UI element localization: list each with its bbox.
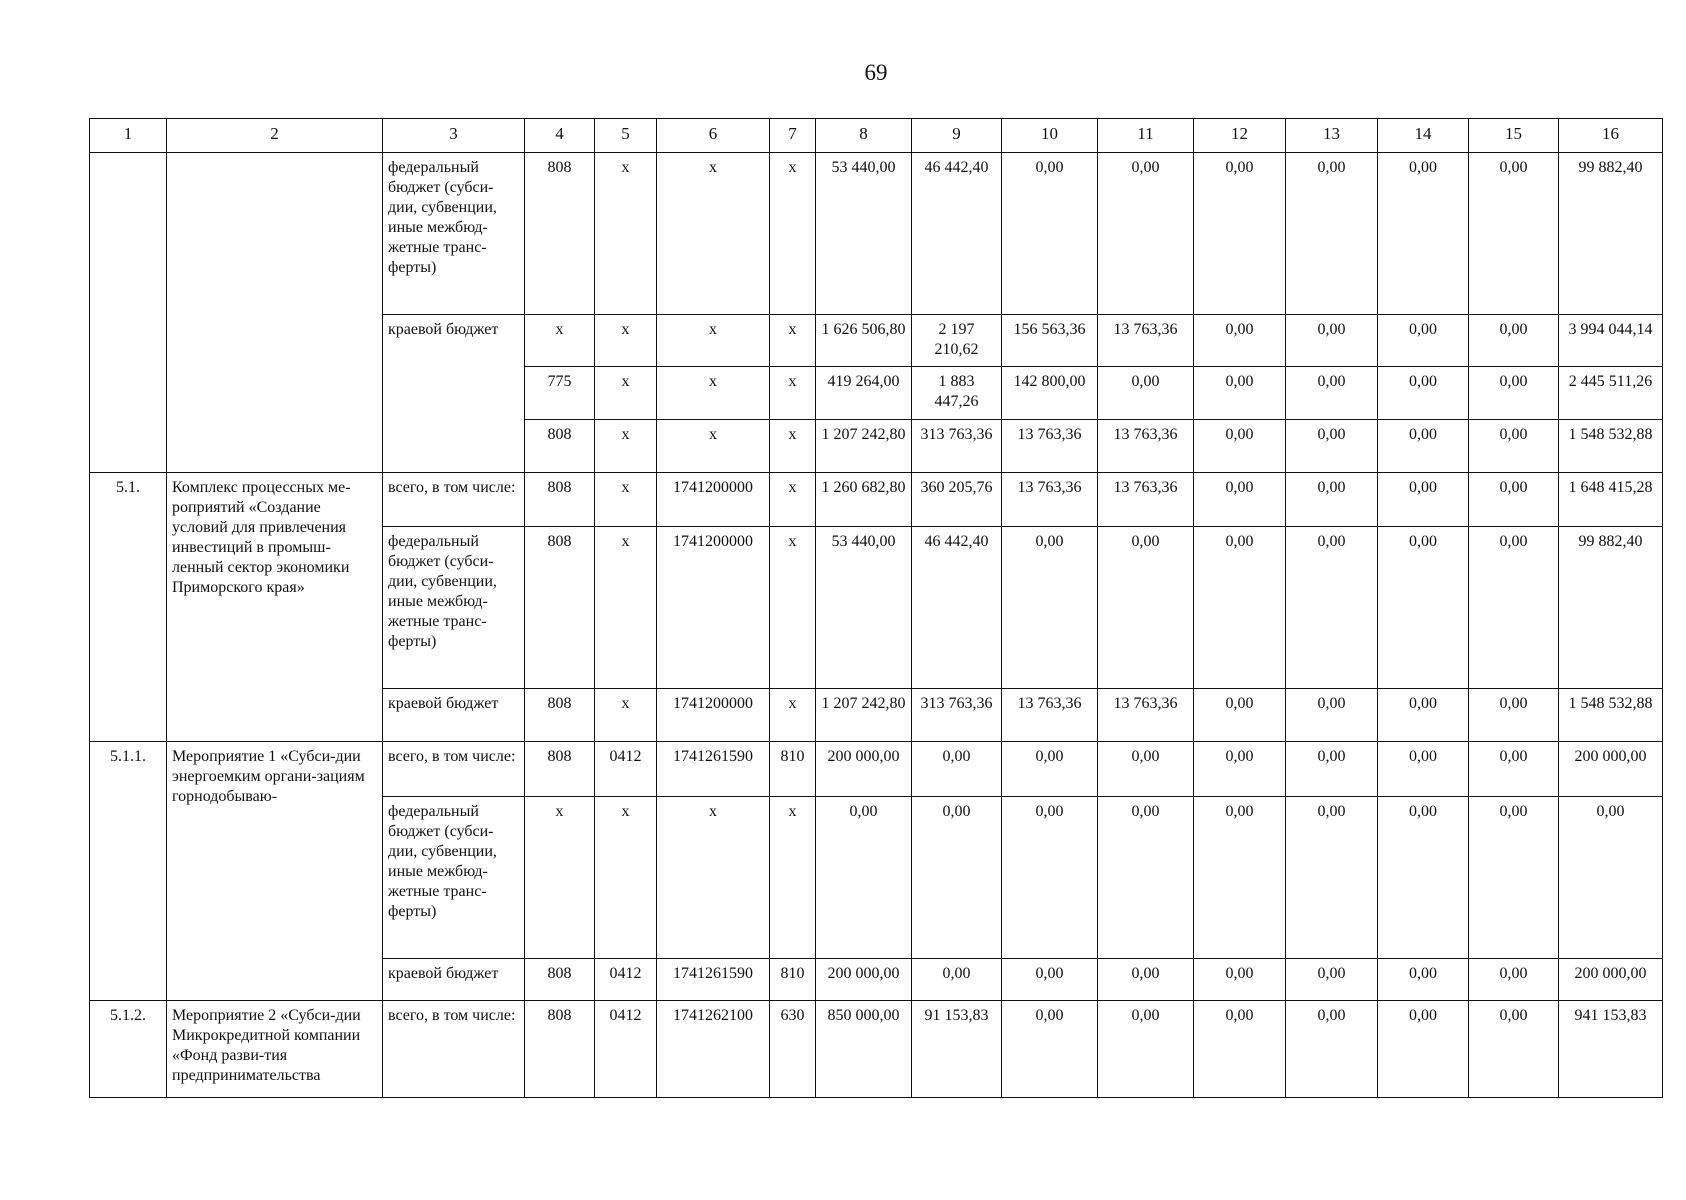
cell: 0,00 [1378, 315, 1469, 367]
cell: x [595, 473, 657, 527]
cell: 1 207 242,80 [816, 689, 912, 742]
cell: 13 763,36 [1098, 689, 1194, 742]
cell: 0,00 [1098, 959, 1194, 1001]
cell: 1741262100 [657, 1001, 770, 1098]
cell: 0,00 [1194, 153, 1286, 315]
cell: 0,00 [1469, 527, 1559, 689]
cell: 810 [770, 742, 816, 797]
cell: 200 000,00 [816, 959, 912, 1001]
column-header: 9 [912, 119, 1002, 153]
cell: 0,00 [1286, 473, 1378, 527]
cell: 0,00 [1286, 315, 1378, 367]
cell: 808 [525, 420, 595, 473]
cell: x [595, 367, 657, 420]
cell: 419 264,00 [816, 367, 912, 420]
cell: 1 548 532,88 [1559, 689, 1663, 742]
column-header: 2 [167, 119, 383, 153]
cell: x [657, 153, 770, 315]
cell: 0,00 [1378, 1001, 1469, 1098]
cell: 0,00 [1286, 527, 1378, 689]
cell: 200 000,00 [816, 742, 912, 797]
cell: 156 563,36 [1002, 315, 1098, 367]
cell: 13 763,36 [1098, 473, 1194, 527]
column-header: 5 [595, 119, 657, 153]
cell: 0,00 [1286, 367, 1378, 420]
source-cell: краевой бюджет [383, 959, 525, 1001]
table-row [90, 473, 1663, 527]
name-cell [167, 153, 383, 473]
cell: x [595, 420, 657, 473]
cell: 0,00 [1194, 797, 1286, 959]
cell: x [657, 315, 770, 367]
cell: 0,00 [1194, 527, 1286, 689]
cell: 0,00 [1286, 420, 1378, 473]
cell: 0,00 [1559, 797, 1663, 959]
source-cell: федеральный бюджет (субси-дии, субвенции, иные межбюд-жетные транс-ферты) [383, 527, 525, 689]
source-cell: федеральный бюджет (субси-дии, субвенции, иные межбюд-жетные транс-ферты) [383, 797, 525, 959]
cell: x [770, 420, 816, 473]
cell: x [657, 797, 770, 959]
cell: 808 [525, 473, 595, 527]
cell: x [595, 315, 657, 367]
cell: x [770, 797, 816, 959]
cell: 1741261590 [657, 959, 770, 1001]
cell: 13 763,36 [1098, 420, 1194, 473]
column-header: 4 [525, 119, 595, 153]
cell: 313 763,36 [912, 689, 1002, 742]
header-row [90, 119, 1663, 153]
page-number: 69 [864, 60, 888, 85]
cell: 0,00 [1378, 742, 1469, 797]
row-number-cell: 5.1.1. [90, 742, 167, 1001]
source-cell: всего, в том числе: [383, 473, 525, 527]
row-number-cell [90, 153, 167, 473]
cell: 810 [770, 959, 816, 1001]
cell: 0412 [595, 1001, 657, 1098]
cell: 0,00 [1286, 689, 1378, 742]
source-cell: всего, в том числе: [383, 1001, 525, 1098]
cell: 0,00 [1194, 420, 1286, 473]
cell: 0,00 [1378, 959, 1469, 1001]
cell: 0,00 [1002, 1001, 1098, 1098]
cell: 0,00 [1378, 797, 1469, 959]
cell: 0,00 [1194, 315, 1286, 367]
cell: 1741200000 [657, 527, 770, 689]
table-row [90, 1001, 1663, 1098]
cell: 0,00 [1378, 473, 1469, 527]
column-header: 16 [1559, 119, 1663, 153]
cell: x [525, 315, 595, 367]
cell: 941 153,83 [1559, 1001, 1663, 1098]
cell: x [770, 153, 816, 315]
name-cell: Мероприятие 2 «Субси-дии Микрокредитной компании «Фонд разви-тия предпринимательства [167, 1001, 383, 1098]
cell: 808 [525, 153, 595, 315]
row-number-cell: 5.1.2. [90, 1001, 167, 1098]
cell: 1741200000 [657, 689, 770, 742]
cell: 0,00 [1194, 367, 1286, 420]
name-cell: Комплекс процессных ме-роприятий «Создание условий для привлечения инвестиций в промыш-ленный сектор экономики Приморского края» [167, 473, 383, 742]
cell: 0,00 [816, 797, 912, 959]
cell: x [770, 473, 816, 527]
cell: 0,00 [1469, 1001, 1559, 1098]
cell: 46 442,40 [912, 153, 1002, 315]
cell: 200 000,00 [1559, 742, 1663, 797]
source-cell: федеральный бюджет (субси-дии, субвенции, иные межбюд-жетные транс-ферты) [383, 153, 525, 315]
column-header: 15 [1469, 119, 1559, 153]
cell: 0,00 [1378, 367, 1469, 420]
cell: 1 548 532,88 [1559, 420, 1663, 473]
name-cell: Мероприятие 1 «Субси-дии энергоемким органи-зациям горнодобываю- [167, 742, 383, 1001]
cell: 1 207 242,80 [816, 420, 912, 473]
cell: 808 [525, 742, 595, 797]
cell: 0,00 [1286, 153, 1378, 315]
cell: 0,00 [1098, 1001, 1194, 1098]
cell: 0,00 [1286, 959, 1378, 1001]
source-cell: всего, в том числе: [383, 742, 525, 797]
cell: 0,00 [1194, 959, 1286, 1001]
cell: x [595, 797, 657, 959]
cell: 0,00 [1194, 742, 1286, 797]
source-cell: краевой бюджет [383, 315, 525, 473]
cell: 0,00 [1098, 367, 1194, 420]
cell: x [595, 153, 657, 315]
table-row [90, 153, 1663, 315]
cell: 1 648 415,28 [1559, 473, 1663, 527]
column-header: 10 [1002, 119, 1098, 153]
cell: 0,00 [1378, 153, 1469, 315]
cell: 808 [525, 527, 595, 689]
cell: 0,00 [1194, 473, 1286, 527]
cell: 99 882,40 [1559, 153, 1663, 315]
cell: 13 763,36 [1002, 420, 1098, 473]
cell: 0412 [595, 959, 657, 1001]
cell: 142 800,00 [1002, 367, 1098, 420]
cell: 3 994 044,14 [1559, 315, 1663, 367]
cell: 0,00 [1469, 689, 1559, 742]
cell: x [770, 315, 816, 367]
cell: 1 626 506,80 [816, 315, 912, 367]
cell: 0,00 [1469, 797, 1559, 959]
cell: 0,00 [1469, 420, 1559, 473]
cell: 630 [770, 1001, 816, 1098]
cell: 808 [525, 689, 595, 742]
cell: 360 205,76 [912, 473, 1002, 527]
cell: 0,00 [1002, 742, 1098, 797]
cell: x [770, 367, 816, 420]
cell: 808 [525, 959, 595, 1001]
cell: 0,00 [1469, 315, 1559, 367]
cell: 0,00 [1286, 742, 1378, 797]
cell: 0,00 [1098, 742, 1194, 797]
cell: 0,00 [1469, 473, 1559, 527]
cell: 91 153,83 [912, 1001, 1002, 1098]
cell: 808 [525, 1001, 595, 1098]
cell: 1741200000 [657, 473, 770, 527]
cell: 0,00 [1378, 527, 1469, 689]
cell: 13 763,36 [1098, 315, 1194, 367]
cell: 1 260 682,80 [816, 473, 912, 527]
column-header: 1 [90, 119, 167, 153]
cell: 0,00 [1194, 689, 1286, 742]
cell: 0,00 [1002, 797, 1098, 959]
cell: 99 882,40 [1559, 527, 1663, 689]
cell: 0,00 [1098, 797, 1194, 959]
cell: 13 763,36 [1002, 689, 1098, 742]
cell: 850 000,00 [816, 1001, 912, 1098]
cell: 0,00 [1286, 797, 1378, 959]
column-header: 14 [1378, 119, 1469, 153]
cell: 53 440,00 [816, 153, 912, 315]
cell: 0,00 [1469, 959, 1559, 1001]
budget-table [89, 118, 1663, 1098]
cell: x [770, 689, 816, 742]
cell: 0,00 [1286, 1001, 1378, 1098]
cell: 0,00 [1194, 1001, 1286, 1098]
cell: 0,00 [1378, 689, 1469, 742]
cell: x [657, 367, 770, 420]
cell: 0,00 [1002, 959, 1098, 1001]
cell: x [525, 797, 595, 959]
cell: 0,00 [912, 742, 1002, 797]
column-header: 6 [657, 119, 770, 153]
cell: 0,00 [912, 959, 1002, 1001]
cell: 13 763,36 [1002, 473, 1098, 527]
cell: 1741261590 [657, 742, 770, 797]
cell: 0412 [595, 742, 657, 797]
cell: 1 883 447,26 [912, 367, 1002, 420]
column-header: 3 [383, 119, 525, 153]
cell: x [657, 420, 770, 473]
source-cell: краевой бюджет [383, 689, 525, 742]
cell: 0,00 [1098, 153, 1194, 315]
column-header: 13 [1286, 119, 1378, 153]
cell: 0,00 [1469, 742, 1559, 797]
cell: 0,00 [1002, 153, 1098, 315]
cell: 0,00 [1098, 527, 1194, 689]
cell: x [595, 689, 657, 742]
cell: 0,00 [1378, 420, 1469, 473]
cell: 313 763,36 [912, 420, 1002, 473]
cell: 0,00 [1469, 153, 1559, 315]
cell: x [770, 527, 816, 689]
cell: 53 440,00 [816, 527, 912, 689]
column-header: 7 [770, 119, 816, 153]
cell: 775 [525, 367, 595, 420]
column-header: 8 [816, 119, 912, 153]
cell: 0,00 [1002, 527, 1098, 689]
cell: 0,00 [1469, 367, 1559, 420]
cell: x [595, 527, 657, 689]
column-header: 11 [1098, 119, 1194, 153]
cell: 2 197 210,62 [912, 315, 1002, 367]
row-number-cell: 5.1. [90, 473, 167, 742]
table-row [90, 742, 1663, 797]
cell: 2 445 511,26 [1559, 367, 1663, 420]
cell: 0,00 [912, 797, 1002, 959]
column-header: 12 [1194, 119, 1286, 153]
cell: 200 000,00 [1559, 959, 1663, 1001]
cell: 46 442,40 [912, 527, 1002, 689]
